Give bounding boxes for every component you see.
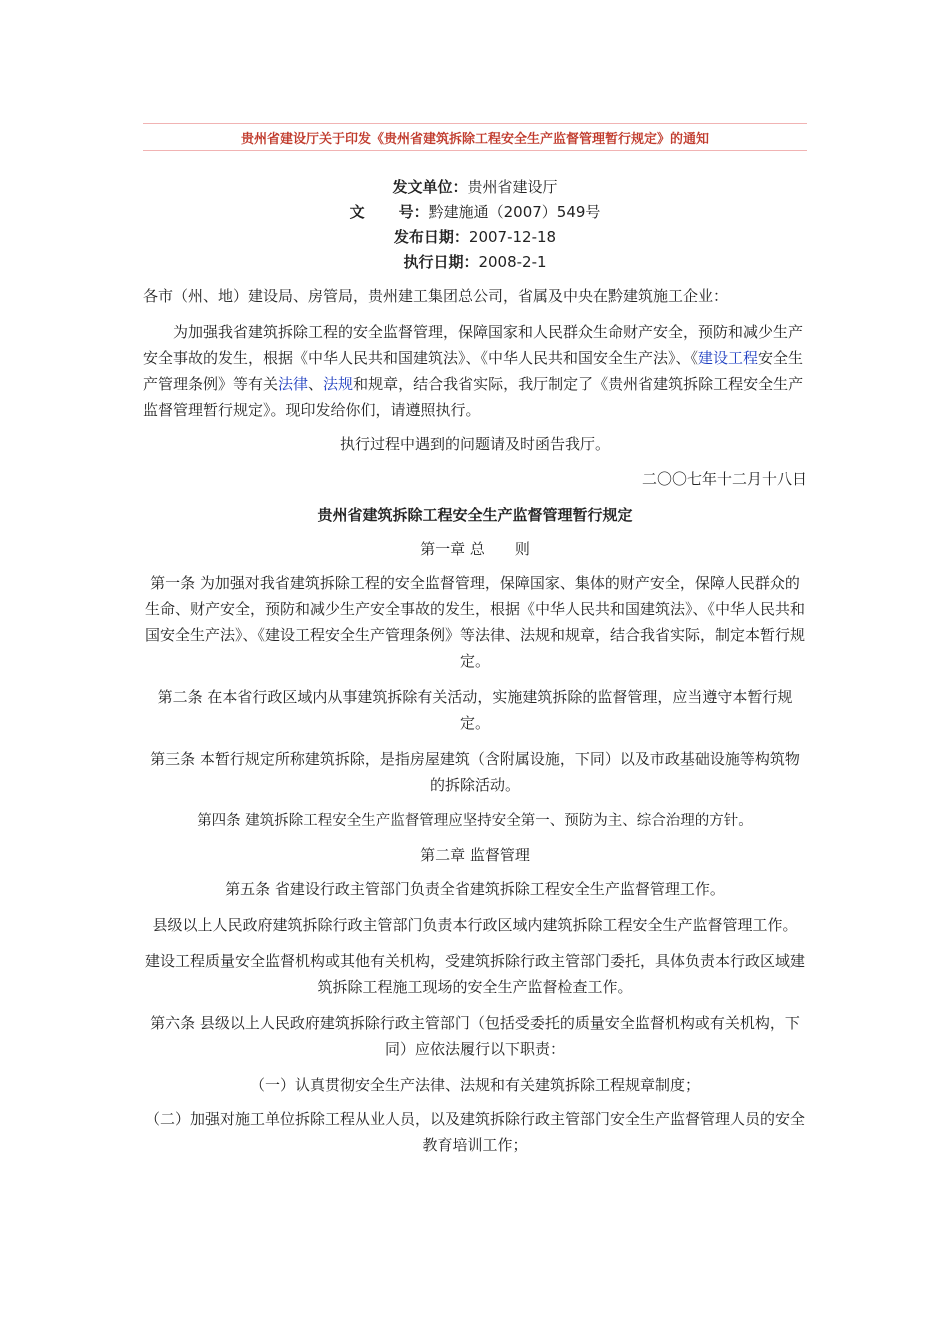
intro-sep: 、	[308, 375, 324, 393]
intro-paragraph	[143, 319, 807, 423]
docno-label-b: 号：	[398, 203, 429, 221]
link-regulation[interactable]: 法规	[323, 375, 354, 393]
document-page	[143, 123, 807, 1158]
pub-date-label: 发布日期：	[393, 228, 469, 246]
intro-text-2: 安全生产管理条例》等有关	[143, 349, 804, 393]
regulation-title: 贵州省建筑拆除工程安全生产监督管理暂行规定	[317, 506, 633, 524]
feedback-note: 执行过程中遇到的问题请及时函告我厅。	[339, 435, 610, 453]
issuer-label: 发文单位：	[392, 178, 468, 196]
issuer-line	[143, 175, 807, 200]
exec-date-label: 执行日期：	[403, 253, 479, 271]
docno-line	[143, 200, 807, 225]
title-bar	[143, 123, 807, 151]
docno-value: 黔建施通（2007）549号	[428, 203, 601, 221]
chapter-1-a: 第一章 总	[420, 540, 485, 558]
article-6-item-1: （一）认真贯彻安全生产法律、法规和有关建筑拆除工程规章制度；	[249, 1076, 700, 1094]
salutation: 各市（州、地）建设局、房管局，贵州建工集团总公司，省属及中央在黔建筑施工企业：	[143, 287, 729, 305]
chapter-1-heading	[143, 536, 807, 562]
chapter-2-heading: 第二章 监督管理	[420, 846, 530, 864]
document-title: 贵州省建设厅关于印发《贵州省建筑拆除工程安全生产监督管理暂行规定》的通知	[240, 132, 709, 147]
article-3: 第三条 本暂行规定所称建筑拆除，是指房屋建筑（含附属设施，下同）以及市政基础设施等构筑物的拆除活动。	[150, 750, 800, 794]
docno-label-a: 文	[349, 203, 365, 221]
pub-date-value: 2007-12-18	[468, 228, 557, 246]
article-4: 第四条 建筑拆除工程安全生产监督管理应坚持安全第一、预防为主、综合治理的方针。	[197, 813, 753, 829]
intro-text-1: 为加强我省建筑拆除工程的安全监督管理，保障国家和人民群众生命财产安全，预防和减少生产安全事故的发生，根据《中华人民共和国建筑法》、《中华人民共和国安全生产法》、《	[143, 323, 804, 367]
article-5: 第五条 省建设行政主管部门负责全省建筑拆除工程安全生产监督管理工作。	[225, 880, 725, 898]
issuer-value: 贵州省建设厅	[467, 178, 558, 196]
exec-date-value: 2008-2-1	[478, 253, 547, 271]
pub-date-line	[143, 225, 807, 250]
link-construction-project[interactable]: 建设工程	[698, 349, 759, 367]
document-meta	[143, 175, 807, 275]
intro-text-3: 和规章，结合我省实际，我厅制定了《贵州省建筑拆除工程安全生产监督管理暂行规定》。现印发给你们，请遵照执行。	[143, 375, 804, 419]
link-law[interactable]: 法律	[278, 375, 309, 393]
notice-date: 二〇〇七年十二月十八日	[641, 470, 807, 488]
article-6-item-2: （二）加强对施工单位拆除工程从业人员，以及建筑拆除行政主管部门安全生产监督管理人员的安全教育培训工作；	[144, 1110, 805, 1154]
article-2: 第二条 在本省行政区域内从事建筑拆除有关活动，实施建筑拆除的监督管理，应当遵守本暂行规定。	[157, 688, 793, 732]
chapter-1-b: 则	[514, 540, 530, 558]
exec-date-line	[143, 250, 807, 275]
article-5-county: 县级以上人民政府建筑拆除行政主管部门负责本行政区域内建筑拆除工程安全生产监督管理工作。	[152, 916, 798, 934]
article-5-agency: 建设工程质量安全监督机构或其他有关机构，受建筑拆除行政主管部门委托，具体负责本行政区域建筑拆除工程施工现场的安全生产监督检查工作。	[144, 952, 805, 996]
article-6: 第六条 县级以上人民政府建筑拆除行政主管部门（包括受委托的质量安全监督机构或有关机构，下同）应依法履行以下职责：	[150, 1014, 800, 1058]
article-1: 第一条 为加强对我省建筑拆除工程的安全监督管理，保障国家、集体的财产安全，保障人民群众的生命、财产安全，预防和减少生产安全事故的发生，根据《中华人民共和国建筑法》、《中华人民共和国安全生产法》、《建设工程安全生产管理条例》等法律、法规和规章，结合我省实际，制定本暂行规定。	[144, 574, 805, 670]
